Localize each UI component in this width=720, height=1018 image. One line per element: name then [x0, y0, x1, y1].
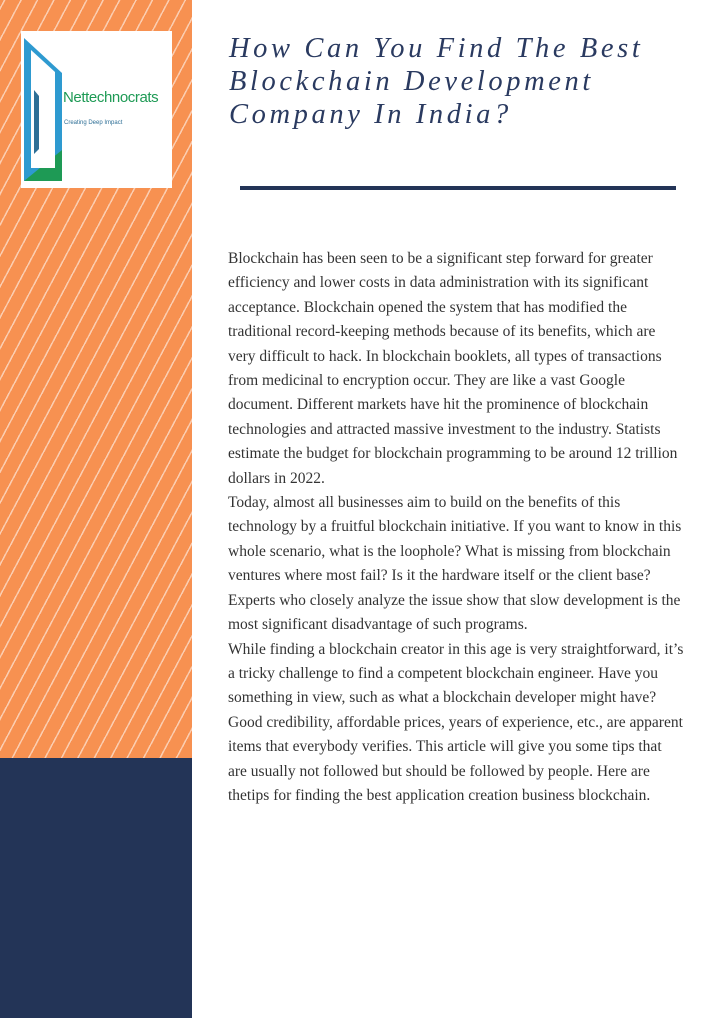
article-paragraph: Today, almost all businesses aim to build on the benefits of this technology by a fruitful blockchain initiative. If you want to know in this whole scenario, what is the loophole? What is missing from blockchain ventures where most fail? Is it the hardware itself or the client base? Experts who closely analyze the issue show that slow development is the most significant disadvantage of such programs. — [228, 494, 682, 634]
logo-n-mark-icon — [24, 38, 62, 181]
title-divider — [240, 186, 676, 190]
article-paragraph: Blockchain has been seen to be a significant step forward for greater efficiency and lower costs in data administration with its significant acceptance. Blockchain opened the system that has modified the traditional record-keeping methods because of its benefits, which are very difficult to hack. In blockchain booklets, all types of transactions from medicinal to encryption occur. They are like a vast Google document. Different markets have hit the prominence of blockchain technologies and attracted massive investment to the industry. Statists estimate the budget for blockchain programming to be around 12 trillion dollars in 2022. — [228, 250, 678, 487]
navy-panel — [0, 758, 192, 1018]
company-logo — [21, 31, 172, 188]
article-paragraph: While finding a blockchain creator in this age is very straightforward, it’s a tricky challenge to find a competent blockchain engineer. Have you something in view, such as what a blockchain developer might have? Good credibility, affordable prices, years of experience, etc., are apparent items that everybody verifies. This article will give you some tips that are usually not followed but should be followed by people. Here are thetips for finding the best application creation business blockchain. — [228, 640, 684, 804]
logo-wordmark: Nettechnocrats — [63, 89, 159, 106]
article-title: How Can You Find The Best Blockchain Development Company In India? — [229, 33, 644, 130]
article-body — [228, 247, 684, 808]
logo-tagline: Creating Deep Impact — [64, 120, 123, 126]
